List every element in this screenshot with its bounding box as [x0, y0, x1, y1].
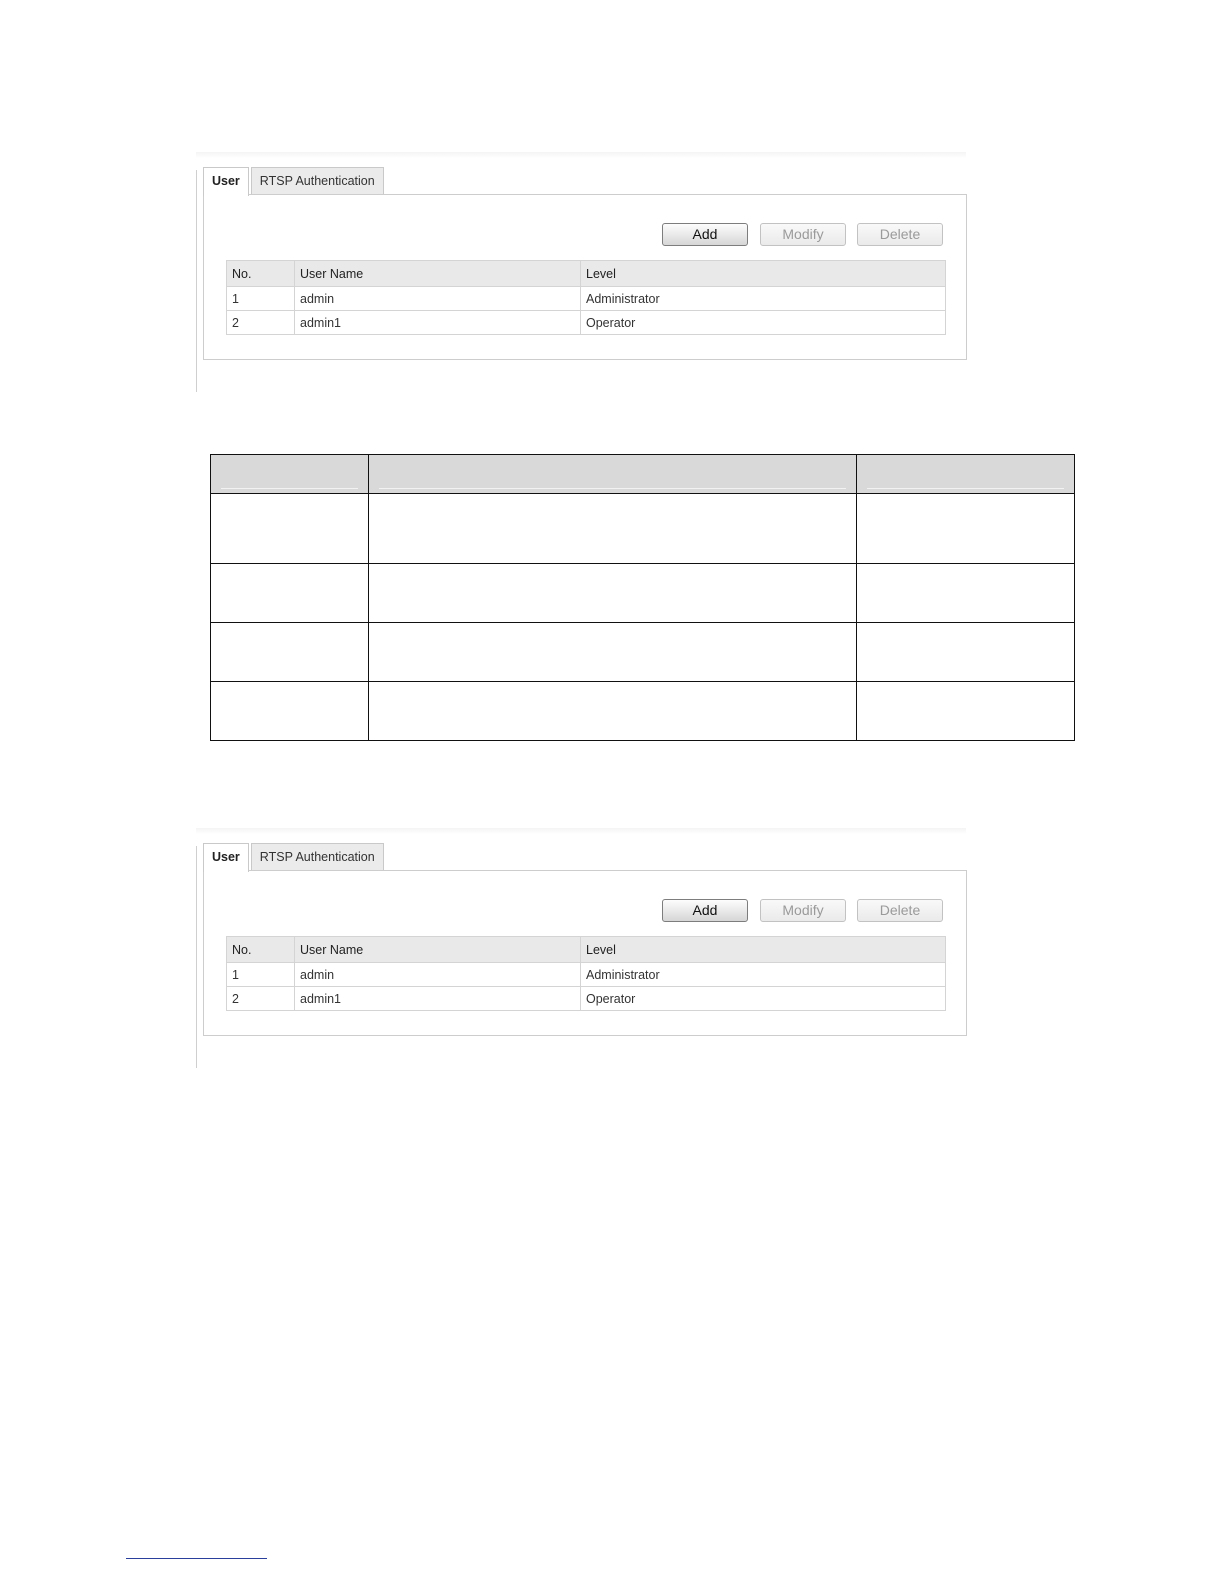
panel-left-rule [196, 170, 197, 392]
cell-no: 1 [227, 963, 295, 987]
table-row[interactable] [227, 963, 946, 987]
doc-header-cell [211, 455, 369, 494]
footnote-separator [126, 1558, 267, 1559]
column-header-level[interactable]: Level [581, 261, 946, 287]
tab-content [203, 870, 967, 1036]
modify-button[interactable]: Modify [760, 223, 846, 246]
column-header-level[interactable]: Level [581, 937, 946, 963]
doc-table-row [211, 494, 1075, 564]
tab-rtsp-authentication[interactable]: RTSP Authentication [251, 167, 384, 194]
table-header-row [227, 937, 946, 963]
doc-table-row [211, 564, 1075, 623]
cell-level: Operator [581, 311, 946, 335]
cell-level: Operator [581, 987, 946, 1011]
doc-cell [857, 623, 1075, 682]
user-table [226, 936, 946, 1011]
table-row[interactable] [227, 311, 946, 335]
doc-cell [857, 494, 1075, 564]
column-header-no[interactable]: No. [227, 937, 295, 963]
doc-cell [211, 682, 369, 741]
cell-no: 2 [227, 987, 295, 1011]
tab-bar [203, 843, 386, 871]
panel-top-shade [196, 152, 966, 158]
tab-user[interactable]: User [203, 843, 249, 872]
delete-button[interactable]: Delete [857, 223, 943, 246]
doc-header-cell [857, 455, 1075, 494]
doc-table-header-row [211, 455, 1075, 494]
doc-cell [211, 623, 369, 682]
doc-cell [857, 564, 1075, 623]
column-header-no[interactable]: No. [227, 261, 295, 287]
tab-user[interactable]: User [203, 167, 249, 196]
cell-level: Administrator [581, 963, 946, 987]
doc-table-row [211, 682, 1075, 741]
panel-top-shade [196, 828, 966, 834]
column-header-user-name[interactable]: User Name [295, 261, 581, 287]
table-row[interactable] [227, 987, 946, 1011]
user-management-panel [196, 828, 986, 1068]
cell-user-name: admin [295, 287, 581, 311]
doc-cell [211, 494, 369, 564]
table-row[interactable] [227, 287, 946, 311]
column-header-user-name[interactable]: User Name [295, 937, 581, 963]
doc-table-row [211, 623, 1075, 682]
panel-left-rule [196, 846, 197, 1068]
user-table [226, 260, 946, 335]
cell-no: 2 [227, 311, 295, 335]
doc-cell [369, 494, 857, 564]
tab-content [203, 194, 967, 360]
cell-user-name: admin [295, 963, 581, 987]
doc-header-cell [369, 455, 857, 494]
delete-button[interactable]: Delete [857, 899, 943, 922]
doc-cell [369, 623, 857, 682]
user-management-panel [196, 152, 986, 392]
permission-table [210, 454, 1075, 741]
tab-bar [203, 167, 386, 195]
add-button[interactable]: Add [662, 223, 748, 246]
doc-cell [857, 682, 1075, 741]
cell-user-name: admin1 [295, 311, 581, 335]
table-header-row [227, 261, 946, 287]
doc-cell [369, 564, 857, 623]
cell-no: 1 [227, 287, 295, 311]
modify-button[interactable]: Modify [760, 899, 846, 922]
doc-cell [369, 682, 857, 741]
doc-cell [211, 564, 369, 623]
cell-level: Administrator [581, 287, 946, 311]
cell-user-name: admin1 [295, 987, 581, 1011]
add-button[interactable]: Add [662, 899, 748, 922]
tab-rtsp-authentication[interactable]: RTSP Authentication [251, 843, 384, 870]
